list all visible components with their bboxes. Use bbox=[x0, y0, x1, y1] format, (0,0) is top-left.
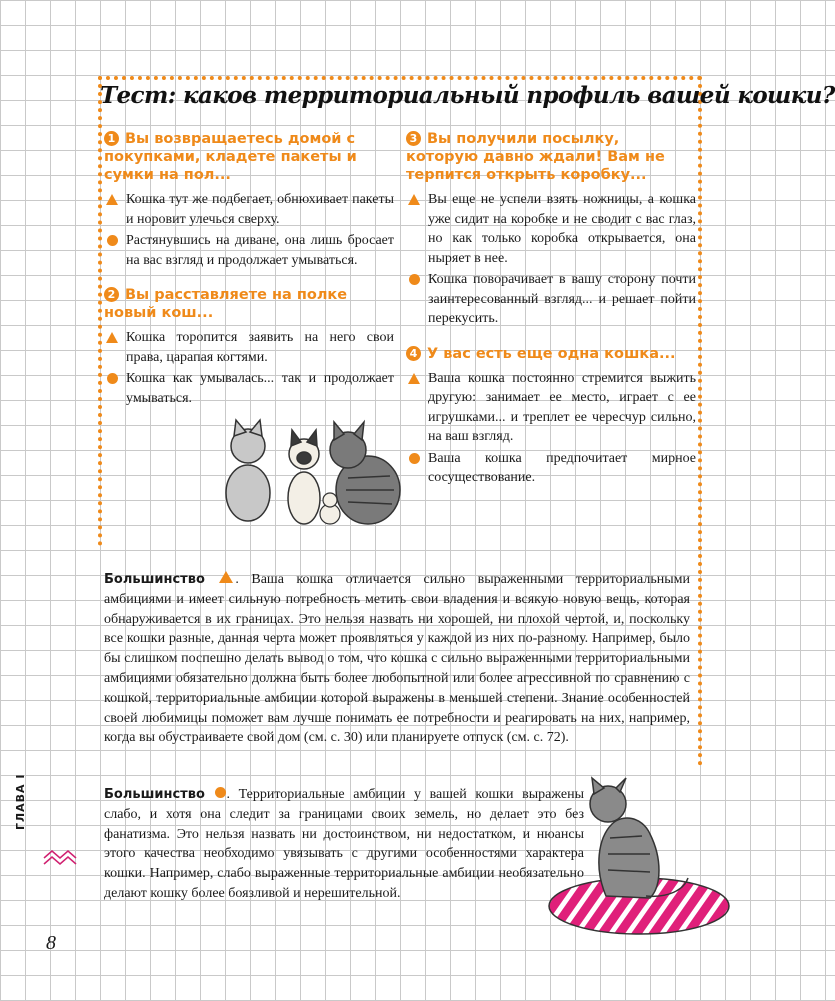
answer-item: Кошка торопится заявить на него свои права, царапая когтями. bbox=[104, 328, 394, 367]
question-2 bbox=[104, 286, 394, 408]
answer-item: Кошка поворачивает в вашу сторону почти заинтересованный взгляд... и решает пойти перекусить. bbox=[406, 270, 696, 329]
circle-icon bbox=[107, 235, 118, 246]
question-prompt: Вы возвращаетесь домой с покупками, кладете пакеты и сумки на пол... bbox=[104, 131, 357, 183]
answer-item: Вы еще не успели взять ножницы, а кошка уже сидит на коробке и не сводит с вас глаз, но как только коробка открывается, она ныряет в нее. bbox=[406, 190, 696, 268]
chapter-label: ГЛАВА I bbox=[14, 773, 27, 830]
circle-icon bbox=[409, 274, 420, 285]
result-label: Большинство bbox=[104, 572, 205, 587]
answer-item: Ваша кошка предпочитает мирное сосуществование. bbox=[406, 449, 696, 488]
question-prompt: Вы получили посылку, которую давно ждали! Вам не терпится открыть коробку... bbox=[406, 131, 665, 183]
circle-icon bbox=[215, 787, 226, 798]
questions-left-column bbox=[104, 130, 394, 424]
result-label: Большинство bbox=[104, 787, 205, 802]
triangle-icon bbox=[408, 194, 420, 205]
question-3 bbox=[406, 130, 696, 329]
dotted-border-left bbox=[98, 76, 102, 546]
answer-item: Кошка тут же подбегает, обнюхивает пакеты и норовит улечься сверху. bbox=[104, 190, 394, 229]
question-number-badge: 3 bbox=[406, 131, 421, 146]
question-1 bbox=[104, 130, 394, 270]
question-number-badge: 1 bbox=[104, 131, 119, 146]
dotted-border-top bbox=[98, 76, 702, 80]
question-number-badge: 4 bbox=[406, 346, 421, 361]
answer-item: Растянувшись на диване, она лишь бросает на вас взгляд и продолжает умываться. bbox=[104, 231, 394, 270]
circle-icon bbox=[107, 373, 118, 384]
triangle-icon bbox=[219, 571, 233, 583]
questions-right-column bbox=[406, 130, 696, 504]
result-triangle-paragraph: Большинство . Ваша кошка отличается сильно выраженными территориальными амбициями и имеет сильную потребность метить свои владения и всякую новую вещь, которая обнаруживается в их границах. Это нельзя назвать ни хорошей, ни плохой чертой, и, поскольку все кошки разные, данная черта может проявляться у каждой из них по-разному. Например, было бы слишком поспешно делать вывод о том, что кошка с сильно выраженными территориальными амбициями обязательно должна быть более любопытной или более агрессивной по сравнению с кошкой, территориальные амбиции которой выражены в меньшей степени. Знание особенностей своей любимицы поможет вам лучше понимать ее потребности и реагировать на них, например, когда вы обустраиваете свой дом (см. с. 30) или планируете отпуск (см. с. 72). bbox=[104, 572, 690, 746]
result-circle-paragraph: Большинство . Территориальные амбиции у вашей кошки выражены слабо, и хотя она следит за границами своих земель, но делает это без фанатизма. Это нельзя назвать ни достоинством, ни недостатком, и нюансы этого качества необходимо увязывать с другими особенностями характера кошки. Например, слабо выраженные территориальные амбиции необязательно делают кошку более боязливой и нерешительной. bbox=[104, 787, 584, 901]
cat-on-pillow-illustration bbox=[546, 778, 732, 938]
circle-icon bbox=[409, 453, 420, 464]
page-number: 8 bbox=[46, 932, 56, 954]
triangle-icon bbox=[106, 332, 118, 343]
dotted-border-right bbox=[698, 76, 702, 766]
question-prompt: Вы расставляете на полке новый кош... bbox=[104, 287, 348, 321]
triangle-icon bbox=[408, 373, 420, 384]
page-title: Тест: каков территориальный профиль вашей кошки? bbox=[100, 82, 835, 109]
three-cats-illustration bbox=[218, 418, 408, 528]
answer-item: Ваша кошка постоянно стремится выжить другую: занимает ее место, играет с ее игрушками... и треплет ее чересчур сильно, на ваш взгляд. bbox=[406, 369, 696, 447]
question-number-badge: 2 bbox=[104, 287, 119, 302]
question-4 bbox=[406, 345, 696, 488]
triangle-icon bbox=[106, 194, 118, 205]
decorative-ornament-icon bbox=[42, 847, 78, 869]
question-prompt: У вас есть еще одна кошка... bbox=[427, 345, 676, 362]
answer-item: Кошка как умывалась... так и продолжает умываться. bbox=[104, 369, 394, 408]
